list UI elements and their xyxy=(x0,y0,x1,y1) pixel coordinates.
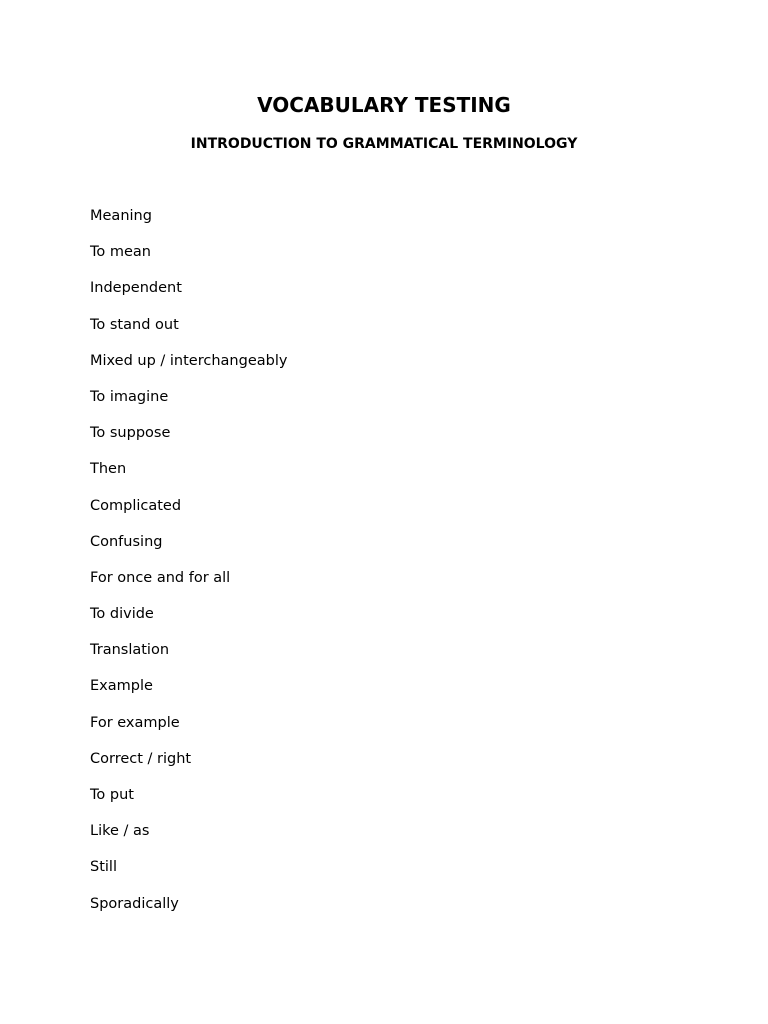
vocab-item: Confusing xyxy=(90,533,163,550)
page-title: VOCABULARY TESTING xyxy=(257,93,511,117)
vocab-item: To suppose xyxy=(90,425,171,442)
vocab-item: Mixed up / interchangeably xyxy=(90,352,288,369)
vocab-item: Meaning xyxy=(90,208,152,224)
vocab-item: Complicated xyxy=(90,497,182,514)
vocab-item: To put xyxy=(90,787,134,803)
vocab-item: For example xyxy=(90,714,180,731)
vocab-item: Like / as xyxy=(90,823,150,840)
vocab-item: Example xyxy=(90,678,153,695)
vocabulary-list xyxy=(90,207,287,931)
page-subtitle: INTRODUCTION TO GRAMMATICAL TERMINOLOGY xyxy=(190,136,578,152)
vocab-item: To stand out xyxy=(90,316,179,333)
vocab-item: Correct / right xyxy=(90,750,192,767)
vocab-item: Independent xyxy=(90,280,182,297)
vocab-item: To imagine xyxy=(90,388,169,405)
vocab-item: To mean xyxy=(90,244,151,261)
vocab-item: Translation xyxy=(90,642,170,659)
vocab-item: For once and for all xyxy=(90,569,231,586)
vocab-item: Still xyxy=(90,859,117,876)
vocab-item: To divide xyxy=(90,606,154,623)
vocab-item: Sporadically xyxy=(90,895,179,912)
vocab-item: Then xyxy=(90,461,127,478)
